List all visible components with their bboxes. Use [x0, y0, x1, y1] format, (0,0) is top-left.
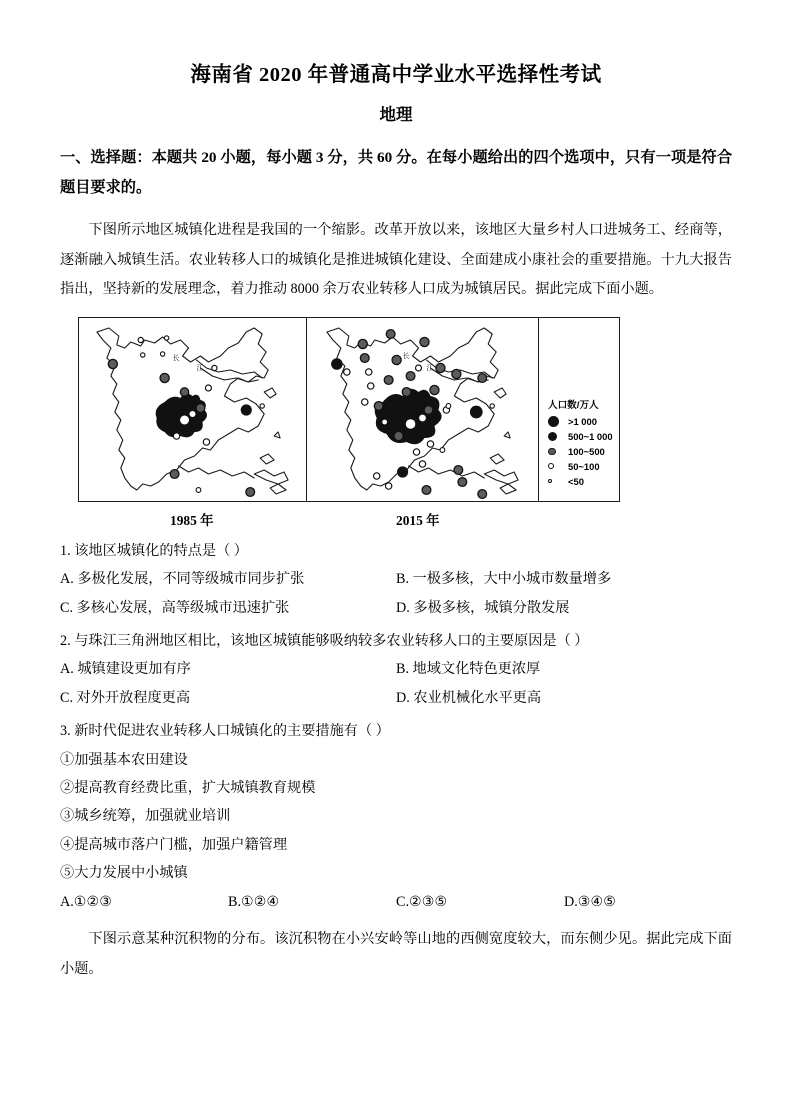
- question-1-option-b[interactable]: B. 一极多核，大中小城市数量增多: [396, 571, 612, 588]
- question-3-subitem-3: ③城乡统筹，加强就业培训: [60, 808, 231, 825]
- question-1-option-a[interactable]: A. 多极化发展，不同等级城市同步扩张: [60, 571, 305, 588]
- page-title: 海南省 2020 年普通高中学业水平选择性考试: [190, 64, 602, 86]
- legend-item: [548, 474, 622, 489]
- map-1985-svg: [79, 318, 306, 501]
- core-city-blob-1985: [156, 393, 207, 437]
- question-3-subitem-1: ①加强基本农田建设: [60, 751, 188, 768]
- passage-two: 下图示意某种沉积物的分布。该沉积物在小兴安岭等山地的西侧宽度较大，而东侧少见。据此完成下面小题。: [60, 931, 732, 977]
- legend-tiny-hollow-circle-icon: [548, 479, 568, 483]
- legend-item: [548, 444, 622, 459]
- legend-large-filled-circle-icon: [548, 416, 568, 427]
- question-3-option-d[interactable]: D.③④⑤: [564, 893, 616, 910]
- legend-label: >1 000: [568, 415, 597, 427]
- legend-label: 50~100: [568, 460, 600, 472]
- legend-item: [548, 429, 622, 444]
- section-heading: 一、选择题：本题共 20 小题，每小题 3 分，共 60 分。在每小题给出的四个选项中，只有一项是符合题目要求的。: [60, 148, 732, 196]
- svg-text:长: 长: [172, 353, 180, 362]
- legend-label: 100~500: [568, 445, 605, 457]
- core-city-blob-2015: [375, 389, 442, 444]
- question-2: [60, 622, 732, 712]
- question-2-option-c[interactable]: C. 对外开放程度更高: [60, 689, 191, 706]
- legend-item: [548, 414, 622, 429]
- question-3-subitem-2: ②提高教育经费比重，扩大城镇教育规模: [60, 780, 316, 797]
- map-2015-svg: [307, 318, 538, 501]
- question-1-options-row-2: [60, 594, 732, 622]
- legend-medium-filled-circle-icon: [548, 432, 568, 441]
- map-panel-2015: [307, 318, 539, 501]
- question-3-option-a[interactable]: A.①②③: [60, 893, 112, 910]
- figure-caption-1985: 1985 年: [170, 512, 214, 528]
- passage-one: 下图所示地区城镇化进程是我国的一个缩影。改革开放以来，该地区大量乡村人口进城务工、经商等，逐渐融入城镇生活。农业转移人口的城镇化是推进城镇化建设、全面建成小康社会的重要措施。十九大报告指出，坚持新的发展理念，着力推动 8000 余万农业转移人口成为城镇居民。据此完成下面小题。: [60, 222, 732, 298]
- subject-title: 地理: [379, 104, 413, 124]
- figure-caption-2015: 2015 年: [396, 512, 440, 528]
- question-3-option-b[interactable]: B.①②④: [228, 893, 280, 910]
- question-2-option-b[interactable]: B. 地域文化特色更浓厚: [396, 661, 541, 678]
- svg-text:长: 长: [402, 351, 410, 360]
- figure-captions: [78, 502, 620, 532]
- legend-label: <50: [568, 475, 584, 487]
- question-2-options-row-1: [60, 655, 732, 683]
- legend-gray-filled-circle-icon: [548, 448, 568, 456]
- question-1-option-c[interactable]: C. 多核心发展，高等级城市迅速扩张: [60, 599, 290, 616]
- question-1-stem: 1. 该地区城镇化的特点是（ ）: [60, 542, 248, 559]
- question-2-options-row-2: [60, 684, 732, 712]
- figure-box: [78, 317, 620, 502]
- question-1-options-row-1: [60, 565, 732, 593]
- question-3-option-c[interactable]: C.②③⑤: [396, 893, 448, 910]
- figure-legend: [539, 318, 619, 501]
- question-3-subitem-5: ⑤大力发展中小城镇: [60, 865, 188, 882]
- question-2-option-d[interactable]: D. 农业机械化水平更高: [396, 689, 542, 706]
- svg-text:江: 江: [196, 363, 204, 372]
- question-3-subitem-4: ④提高城市落户门槛，加强户籍管理: [60, 836, 288, 853]
- svg-text:江: 江: [426, 363, 434, 372]
- question-3-stem: 3. 新时代促进农业转移人口城镇化的主要措施有（ ）: [60, 723, 390, 740]
- question-1: [60, 532, 732, 622]
- urbanization-figure: [60, 305, 732, 532]
- legend-label: 500~1 000: [568, 430, 613, 442]
- map-panel-1985: [79, 318, 307, 501]
- legend-small-hollow-circle-icon: [548, 463, 568, 469]
- question-1-option-d[interactable]: D. 多极多核，城镇分散发展: [396, 599, 570, 616]
- legend-item: [548, 459, 622, 474]
- question-2-option-a[interactable]: A. 城镇建设更加有序: [60, 661, 191, 678]
- question-3-options-row: [60, 888, 732, 916]
- question-3: [60, 712, 732, 916]
- question-2-stem: 2. 与珠江三角洲地区相比，该地区城镇能够吸纳较多农业转移人口的主要原因是（ ）: [60, 633, 589, 650]
- legend-title: 人口数/万人: [548, 399, 599, 411]
